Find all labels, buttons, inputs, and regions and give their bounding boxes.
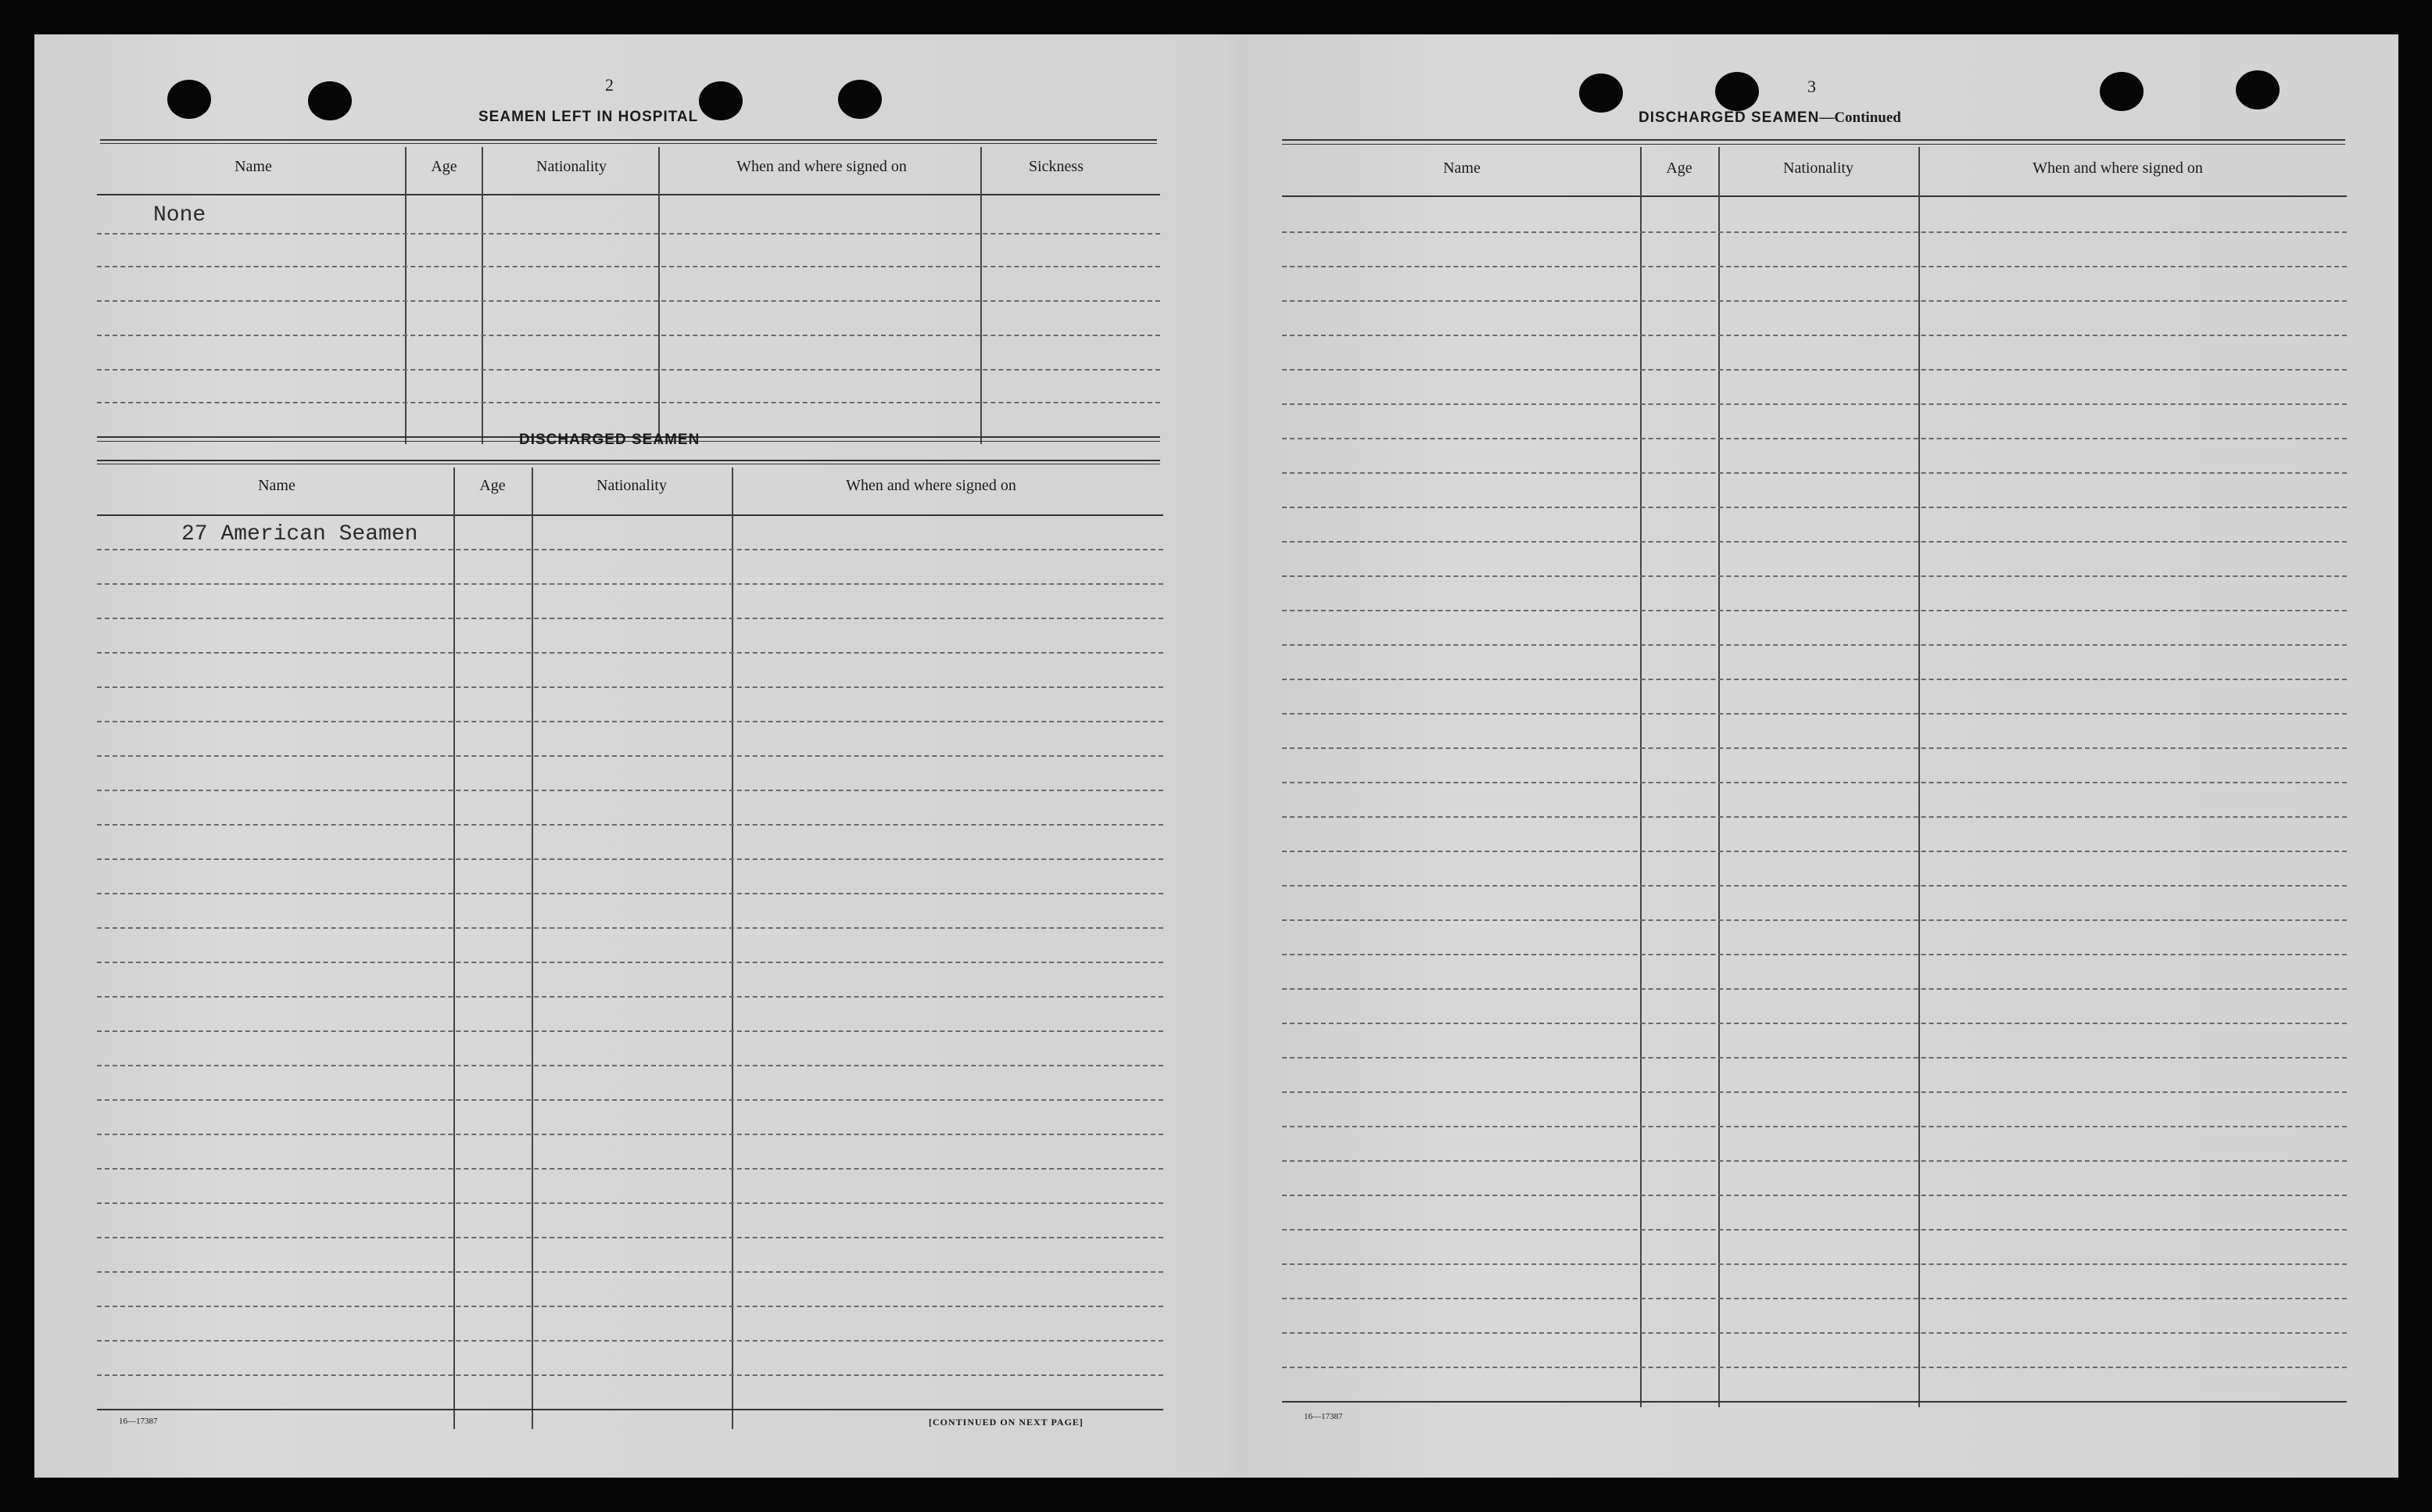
table-row-line xyxy=(97,369,1160,371)
table-row-line xyxy=(97,335,1160,336)
column-header-age: Age xyxy=(479,477,506,494)
table-row-line xyxy=(1282,231,2347,233)
table-row-line xyxy=(1282,507,2347,508)
table-row-line xyxy=(97,233,1160,235)
table-row-line xyxy=(97,1202,1163,1204)
table-row-line xyxy=(97,402,1160,403)
table-row-line xyxy=(1282,1298,2347,1299)
column-header-signed-on: When and where signed on xyxy=(2033,159,2203,177)
table-row-line xyxy=(97,583,1163,585)
table-row-line xyxy=(97,1340,1163,1342)
punch-hole xyxy=(1579,73,1623,113)
table-row-line xyxy=(97,1030,1163,1032)
table-row-line xyxy=(1282,1195,2347,1196)
column-divider xyxy=(732,468,733,1429)
table-row-line xyxy=(97,927,1163,929)
punch-hole xyxy=(2100,72,2144,111)
column-header-sickness: Sickness xyxy=(1029,158,1083,175)
table-row-line xyxy=(97,1271,1163,1273)
column-header-age: Age xyxy=(1666,159,1692,177)
table-row-line xyxy=(97,1237,1163,1238)
column-header-age: Age xyxy=(431,158,457,175)
header-rule xyxy=(97,514,1163,516)
column-header-signed-on: When and where signed on xyxy=(736,158,907,175)
table-row-line xyxy=(1282,644,2347,646)
table-row-line xyxy=(1282,403,2347,405)
punch-hole xyxy=(308,81,352,120)
punch-hole xyxy=(1715,72,1759,111)
table-row-line xyxy=(1282,1160,2347,1162)
table-row-line xyxy=(1282,610,2347,611)
table-row-line xyxy=(1282,747,2347,749)
column-divider xyxy=(453,468,455,1429)
table-row-line xyxy=(1282,1091,2347,1093)
table-row-line xyxy=(1282,438,2347,439)
section-rule xyxy=(1282,139,2345,141)
discharged-entry-name: 27 American Seamen xyxy=(181,522,418,546)
punch-hole xyxy=(699,81,743,120)
section-rule xyxy=(100,143,1157,144)
table-row-line xyxy=(97,824,1163,826)
column-divider xyxy=(658,147,660,444)
table-row-line xyxy=(97,1374,1163,1376)
table-row-line xyxy=(97,266,1160,267)
table-bottom-rule xyxy=(1282,1401,2347,1403)
column-header-name: Name xyxy=(235,158,272,175)
table-row-line xyxy=(1282,1023,2347,1024)
table-row-line xyxy=(1282,954,2347,955)
table-row-line xyxy=(1282,679,2347,680)
column-header-nationality: Nationality xyxy=(1783,159,1854,177)
column-header-name: Name xyxy=(1443,159,1481,177)
table-row-line xyxy=(97,755,1163,757)
column-divider xyxy=(482,147,483,444)
table-row-line xyxy=(1282,713,2347,715)
table-row-line xyxy=(97,686,1163,688)
right-section-title-main: DISCHARGED SEAMEN xyxy=(1639,109,1820,126)
table-row-line xyxy=(1282,266,2347,267)
column-header-nationality: Nationality xyxy=(596,477,667,494)
table-row-line xyxy=(1282,369,2347,371)
column-divider xyxy=(532,468,533,1429)
section-rule xyxy=(1282,144,2345,145)
continued-note: [CONTINUED ON NEXT PAGE] xyxy=(929,1417,1083,1428)
hospital-entry-name: None xyxy=(153,203,206,228)
form-number: 16—17387 xyxy=(119,1417,158,1426)
table-row-line xyxy=(97,962,1163,963)
table-bottom-rule xyxy=(97,1409,1163,1410)
table-row-line xyxy=(97,1168,1163,1170)
table-row-line xyxy=(1282,816,2347,818)
table-row-line xyxy=(1282,988,2347,990)
table-row-line xyxy=(97,858,1163,860)
section-rule xyxy=(97,460,1160,461)
punch-hole xyxy=(2236,70,2280,109)
header-rule xyxy=(1282,195,2347,197)
table-row-line xyxy=(97,1306,1163,1307)
column-header-name: Name xyxy=(258,477,295,494)
page-number: 2 xyxy=(605,75,614,95)
table-row-line xyxy=(97,618,1163,619)
table-row-line xyxy=(1282,541,2347,543)
table-row-line xyxy=(1282,1126,2347,1127)
table-row-line xyxy=(1282,575,2347,577)
table-row-line xyxy=(97,1065,1163,1066)
manifest-sheet xyxy=(34,34,2398,1478)
column-header-signed-on: When and where signed on xyxy=(846,477,1016,494)
table-row-line xyxy=(1282,782,2347,783)
table-row-line xyxy=(97,1134,1163,1135)
table-row-line xyxy=(1282,335,2347,336)
section-rule xyxy=(100,139,1157,141)
table-row-line xyxy=(97,721,1163,722)
punch-hole xyxy=(838,80,882,119)
table-row-line xyxy=(1282,1263,2347,1265)
right-section-title-continued: —Continued xyxy=(1819,109,1901,126)
page-number: 3 xyxy=(1807,77,1816,96)
form-number: 16—17387 xyxy=(1304,1412,1343,1421)
table-row-line xyxy=(97,893,1163,894)
table-row-line xyxy=(97,996,1163,998)
column-header-nationality: Nationality xyxy=(536,158,607,175)
column-divider xyxy=(405,147,407,444)
table-row-line xyxy=(97,549,1163,550)
header-rule xyxy=(97,194,1160,195)
column-divider xyxy=(980,147,982,444)
table-row-line xyxy=(1282,472,2347,474)
table-row-line xyxy=(1282,919,2347,921)
table-row-line xyxy=(97,1099,1163,1101)
right-section-title xyxy=(1639,109,1901,127)
table-row-line xyxy=(1282,1057,2347,1059)
table-row-line xyxy=(97,300,1160,302)
table-row-line xyxy=(97,790,1163,791)
punch-hole xyxy=(167,80,211,119)
table-row-line xyxy=(1282,885,2347,887)
hospital-section-title: SEAMEN LEFT IN HOSPITAL xyxy=(478,109,699,125)
table-row-line xyxy=(1282,300,2347,302)
table-row-line xyxy=(1282,1229,2347,1231)
table-row-line xyxy=(97,652,1163,654)
discharged-section-title: DISCHARGED SEAMEN xyxy=(519,432,700,448)
table-row-line xyxy=(1282,1332,2347,1334)
table-row-line xyxy=(1282,851,2347,852)
table-row-line xyxy=(1282,1367,2347,1368)
